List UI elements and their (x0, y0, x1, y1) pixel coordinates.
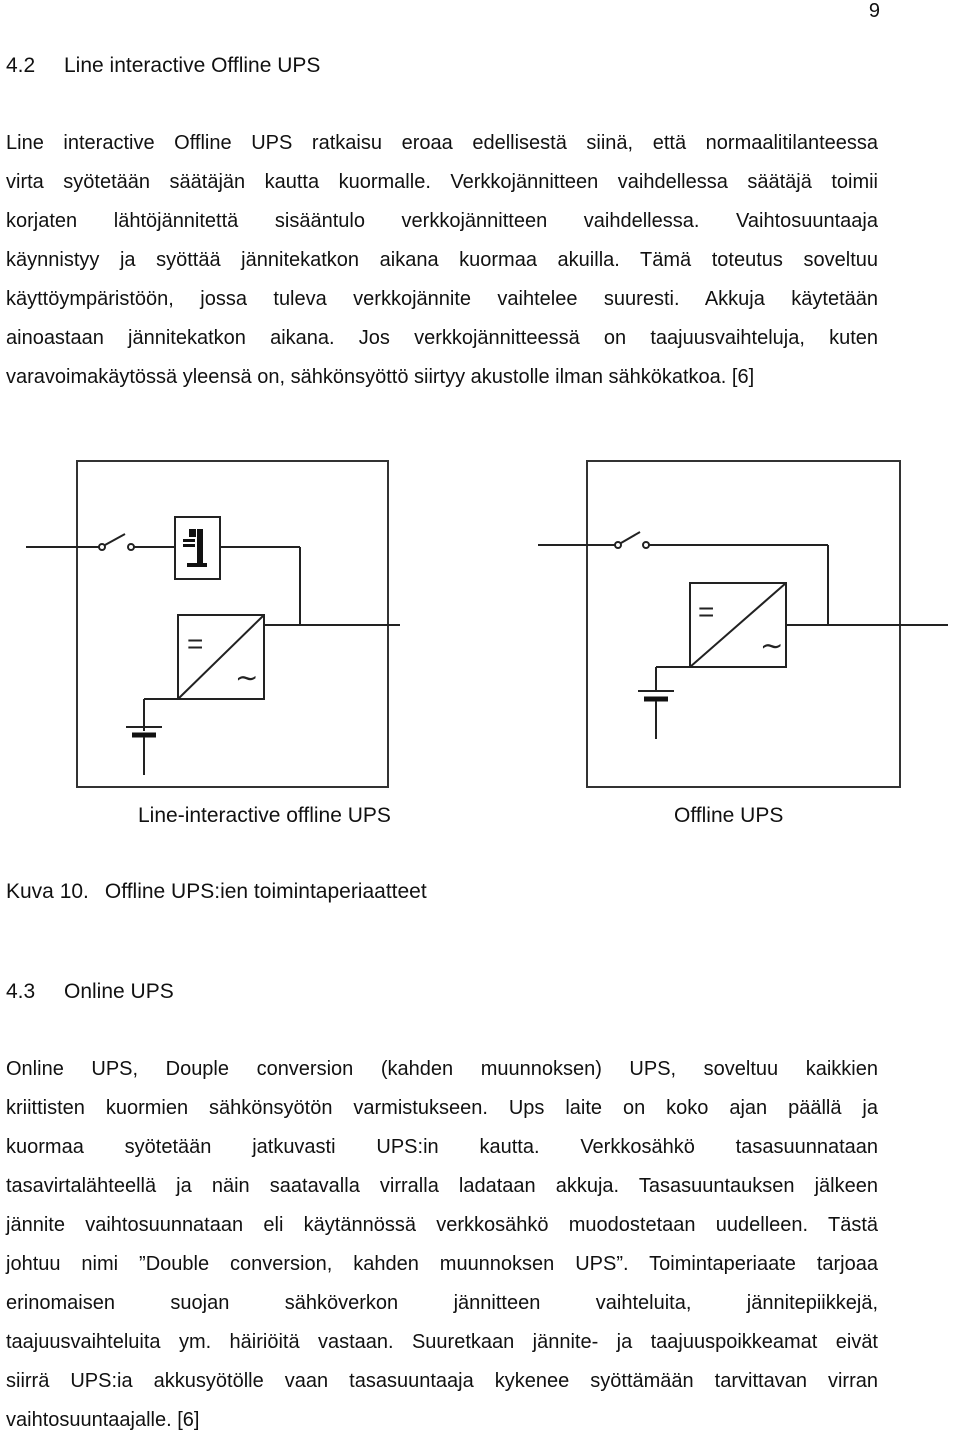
section-number: 4.3 (6, 980, 36, 1003)
figure-number: Kuva 10. (6, 880, 89, 903)
paragraph-line: ainoastaan jännitekatkon aikana. Jos verkkojännitteessä on taajuusvaihteluja, kuten (6, 327, 878, 349)
paragraph-line: erinomaisen suojan sähköverkon jännitteen vaihteluita, jännitepiikkejä, (6, 1292, 878, 1314)
line-interactive-ups-diagram (20, 455, 400, 795)
ac-symbol: ∼ (235, 662, 259, 693)
paragraph-line: käynnistyy ja syöttää jännitekatkon aikana kuormaa akuilla. Tämä toteutus soveltuu (6, 249, 878, 271)
dc-symbol: = (698, 596, 715, 627)
paragraph-line: johtuu nimi ”Double conversion, kahden muunnoksen UPS”. Toimintaperiaate tarjoaa (6, 1253, 878, 1275)
ac-symbol: ∼ (760, 630, 784, 661)
diagram-label-line-interactive: Line-interactive offline UPS (138, 804, 391, 827)
diagram-label-offline: Offline UPS (674, 804, 784, 827)
regulator-symbol (189, 529, 196, 537)
switch-contact (99, 544, 105, 550)
dc-symbol: = (187, 628, 204, 659)
figure-caption-text: Offline UPS:ien toimintaperiaatteet (104, 880, 427, 903)
paragraph-line: käyttöympäristöön, jossa tuleva verkkojännite vaihtelee suuresti. Akkuja käytetään (6, 288, 878, 310)
section-title: Online UPS (64, 980, 174, 1003)
paragraph-line: siirrä UPS:ia akkusyötölle vaan tasasuuntaaja kykenee syöttämään tarvittavan virran (6, 1370, 878, 1392)
switch-blade (105, 534, 125, 545)
switch-contact (615, 542, 621, 548)
paragraph-line: tasavirtalähteellä ja näin saatavalla virralla ladataan akkuja. Tasasuuntauksen jälkeen (6, 1175, 878, 1197)
section-number: 4.2 (6, 54, 36, 77)
paragraph-line: kriittisten kuormien sähkönsyötön varmistukseen. Ups laite on koko ajan päällä ja (6, 1097, 878, 1119)
paragraph-line: vaihtosuuntaajalle. [6] (6, 1409, 200, 1431)
switch-blade (621, 532, 640, 543)
paragraph-line: Line interactive Offline UPS ratkaisu eroaa edellisestä siinä, että normaalitilanteessa (6, 132, 878, 154)
paragraph-line: taajuusvaihteluita ym. häiriöitä vastaan. Suuretkaan jännite- ja taajuuspoikkeamat eivät (6, 1331, 878, 1353)
section-heading-4-2 (6, 54, 320, 78)
switch-contact (128, 544, 134, 550)
paragraph-line: korjaten lähtöjännitettä sisääntulo verkkojännitteen vaihdellessa. Vaihtosuuntaaja (6, 210, 878, 232)
paragraph-line: varavoimakäytössä yleensä on, sähkönsyöttö siirtyy akustolle ilman sähkökatkoa. [6] (6, 366, 755, 388)
figure-caption (6, 880, 427, 904)
paragraph-line: jännite vaihtosuunnataan eli käytännössä verkkosähkö muodostetaan uudelleen. Tästä (6, 1214, 878, 1236)
paragraph-online-ups (6, 1050, 878, 1440)
switch-contact (643, 542, 649, 548)
offline-ups-diagram (530, 455, 950, 795)
section-heading-4-3 (6, 980, 174, 1004)
paragraph-line: Online UPS, Douple conversion (kahden muunnoksen) UPS, soveltuu kaikkien (6, 1058, 878, 1080)
paragraph-line: virta syötetään säätäjän kautta kuormalle. Verkkojännitteen vaihdellessa säätäjä toimii (6, 171, 878, 193)
page-number: 9 (868, 0, 880, 22)
section-title: Line interactive Offline UPS (64, 54, 321, 77)
paragraph-line: kuormaa syötetään jatkuvasti UPS:in kautta. Verkkosähkö tasasuunnataan (6, 1136, 878, 1158)
paragraph-line-interactive (6, 124, 878, 397)
